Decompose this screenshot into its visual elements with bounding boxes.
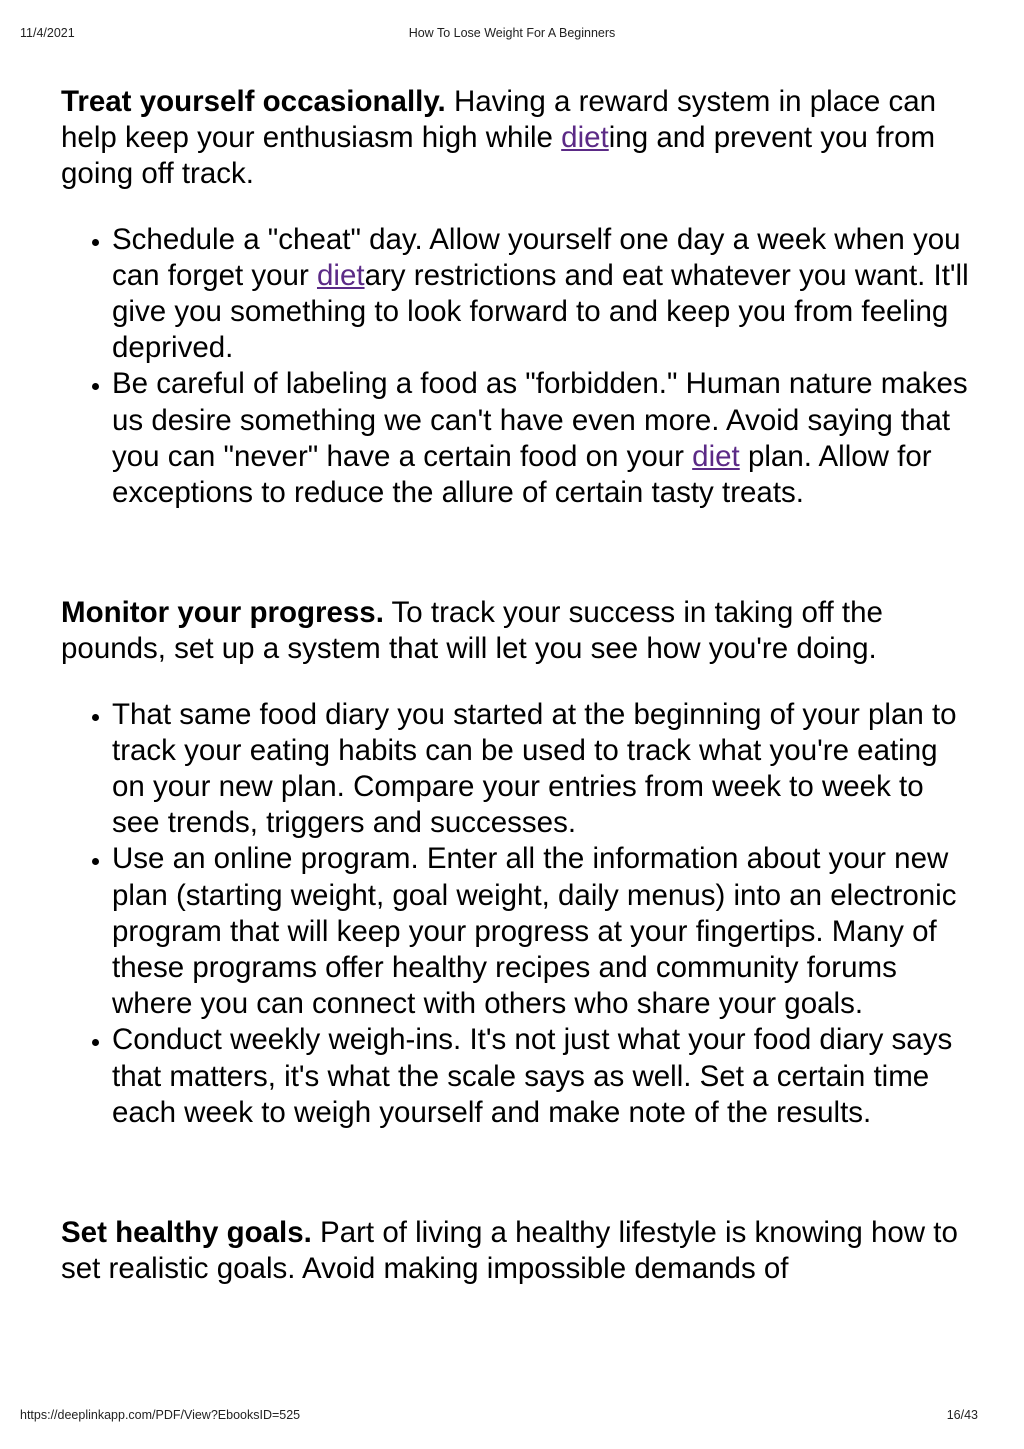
list-item: • Use an online program. Enter all the information about your new plan (starting weight, goal weight, daily menus) into an electronic program that will keep your progress at your fingertips. Many of these programs offer healthy recipes and community forums where you can connect with others who share your goals. xyxy=(112,841,971,1022)
header-title: How To Lose Weight For A Beginners xyxy=(408,26,616,40)
section-intro-text: To track your success in taking off the pounds, set up a system that will let you see how you're doing. xyxy=(61,596,883,666)
section-heading-treat: Treat yourself occasionally. xyxy=(61,85,446,118)
section-intro-text: ing and prevent you from going off track. xyxy=(61,121,936,191)
list-item-text: Schedule a "cheat" day. Allow yourself one day a week when you can forget your xyxy=(112,222,961,292)
diet-link[interactable]: diet xyxy=(692,439,740,473)
list-item: • That same food diary you started at the beginning of your plan to track your eating habits can be used to track what you're eating on your new plan. Compare your entries from week to week to see trends, triggers and successes. xyxy=(112,697,971,842)
section-monitor-progress xyxy=(61,595,971,667)
section-heading-goals: Set healthy goals. xyxy=(61,1216,312,1250)
footer-url: https://deeplinkapp.com/PDF/View?EbooksID=525 xyxy=(20,1408,301,1422)
section-intro-text: Having a reward system in place can help keep your enthusiasm high while xyxy=(61,85,937,155)
section-treat-yourself xyxy=(61,84,971,193)
bullet-list-treat xyxy=(61,222,971,512)
page-content xyxy=(61,84,971,1287)
list-item-text: Be careful of labeling a food as "forbidden." Human nature makes us desire something we can't have even more. Avoid saying that you can "never" have a certain food on your xyxy=(112,367,968,473)
section-heading-monitor: Monitor your progress. xyxy=(61,596,384,630)
diet-link[interactable]: diet xyxy=(561,121,609,155)
list-item xyxy=(112,366,971,511)
list-item-text: plan. Allow for exceptions to reduce the allure of certain tasty treats. xyxy=(112,439,932,510)
list-item: • Conduct weekly weigh-ins. It's not just what your food diary says that matters, it's what the scale says as well. Set a certain time each week to weigh yourself and make note of the results. xyxy=(112,1022,971,1131)
header-date: 11/4/2021 xyxy=(20,26,75,40)
dietary-link[interactable]: diet xyxy=(316,258,365,292)
section-set-goals xyxy=(61,1215,971,1287)
footer-page-number: 16/43 xyxy=(946,1408,978,1422)
section-intro-text: Part of living a healthy lifestyle is knowing how to set realistic goals. Avoid making impossible demands of xyxy=(61,1216,958,1286)
list-item-text: ary restrictions and eat whatever you want. It'll give you something to look forward to and keep you from feeling deprived. xyxy=(112,258,969,365)
list-item xyxy=(112,222,971,367)
bullet-list-monitor xyxy=(61,697,971,1131)
